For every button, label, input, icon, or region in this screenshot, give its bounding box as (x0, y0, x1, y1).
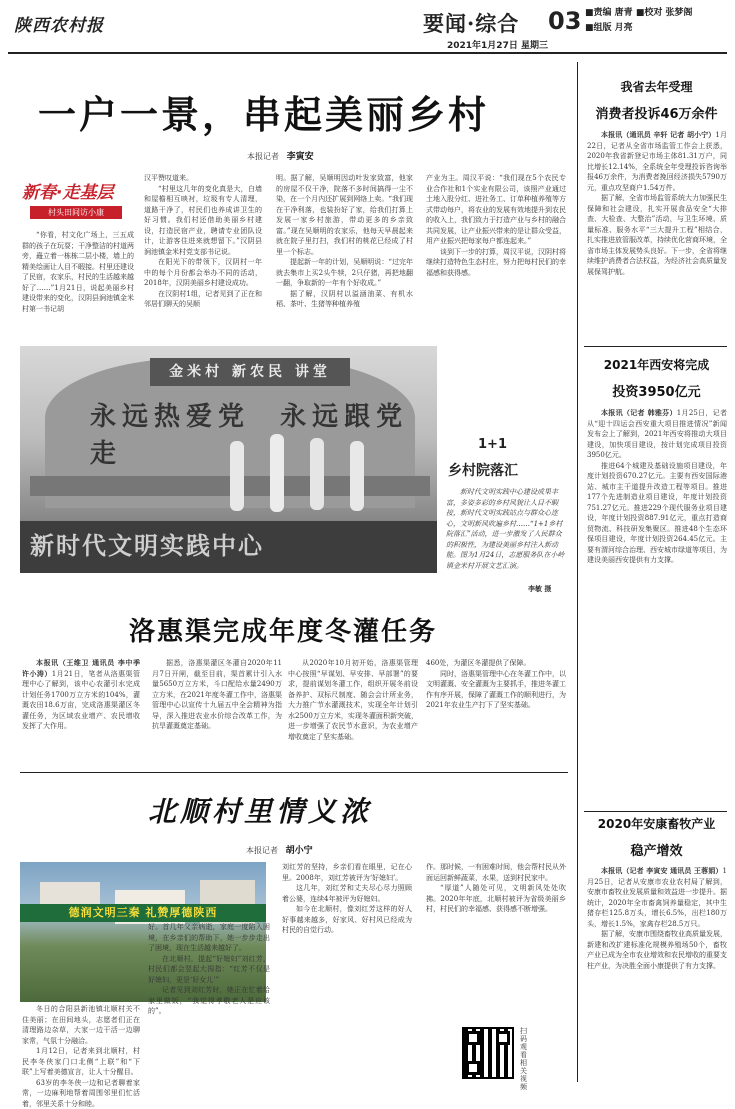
performer-3 (310, 438, 324, 510)
column-divider (577, 62, 578, 1082)
section-title: 要闻·综合 (423, 11, 520, 36)
performer-2 (270, 434, 284, 512)
qr-code[interactable] (462, 1027, 514, 1079)
newspaper-brand: 陕西农村报 (14, 16, 104, 36)
story2-col3: 从2020年10月初开始，洛惠渠管理中心按照“早谋划、早安排、早部署”的要求，提前谋划冬灌工作，组织开展冬前设备养护、双标尺制度、随会会计所业务，大力推广节水灌溉技术，实现全年计划引水2500万立方米，实现冬灌面积新突破，进一步增强了农民节水意识，为农业增产增收奠定了坚实基础。 (288, 659, 418, 741)
byline-1: 本报记者 李寅安 (247, 152, 314, 162)
headline-2: 洛惠渠完成年度冬灌任务 (129, 617, 438, 647)
story3-col2: 好。首几年父亲病逝，家庭一度陷入困境，在乡亲们的帮助下，她一步步走出了困境，现在生活越来越好了。 在北顺村，提起“好媳妇”刘红芳，村民们都会竖起大拇指：“红芳不仅是好媳妇，更是‘好女儿’” 记者见到刘红芳时，她正在忙着给家里做饭，“我觉得孝敬老人是应该的”。 (148, 923, 270, 1015)
right3-title-2: 稳产增效 (630, 844, 683, 859)
banner-subtitle: 村头田间访小康 (30, 206, 122, 219)
story3-col3: 刘红芳的坚持，乡亲们看在眼里，记在心里。2008年，刘红芳被评为‘好媳妇’。 这几年，刘红芳和丈夫尽心尽力照顾着公婆，连续4年被评为好媳妇。 如今在北顺村，像刘红芳这样的好人好事越来越多，好家风、好村风已经成为村民的自觉行动。 (282, 863, 412, 934)
story1-col2: 汉平赞叹道来。 “村里这几年的变化真是大，白墙和屋檐相互映衬，垃圾有专人清理，道路干净了，村民们也养成讲卫生的好习惯。我们村还借助美丽乡村建设，打造民宿产业，聘请专业团队设计，让游客住进来就想留下。”汉阴县涧池镇金米村党支部书记说。 在阳光下的带领下，汉阴村一年中的每个月份都会举办不同的活动，2018年，汉阴美丽乡村建设成功。 在汉阴村1组，记者见到了正在和邻居们聊天的吴顺 (144, 174, 262, 308)
page-number: 03 (548, 7, 582, 35)
qr-caption: 扫码观看相关视频 (520, 1027, 527, 1091)
performance-photo (20, 346, 437, 573)
headline-1: 一户一景，串起美丽乡村 (38, 93, 490, 137)
story2-col4: 460处，为灌区冬灌提供了保障。 同时，洛惠渠管理中心在冬灌工作中，以文明灌溉、安全灌溉为主要抓手，推进冬灌工作有序开展，保障了灌溉工作的顺利进行，为2021年农业生产打下了坚实基础。 (426, 659, 566, 709)
story1-col1: “你看，村文化广场上，三五成群的孩子在玩耍；干净整洁的村道两旁，矗立着一栋栋二层小楼，墙上的精美绘画让人目不暇接。村里还建设了民宿，农家乐，村民的生活越来越好了……”1月21日，说起美丽乡村建设带来的变化，汉阴县涧池镇金米村第一书记胡 (22, 231, 134, 313)
masthead-rule (8, 52, 727, 54)
qr-finder-2 (496, 1031, 510, 1045)
byline-3: 本报记者 胡小宁 (246, 846, 313, 856)
story1-col3: 明。据了解，吴顺明因动叶发家致富，他家的房屋不仅干净，院落不多时间搞得一尘不染，在一个月内还扩展到网络上卖。“我们现在干净利落，也装扮好了家，给我们打算上发展一家乡村旅游，带动更多的乡亲致富。”现在吴顺明的农家乐，他每天早晨起来就在院子里打扫，我们村的桃花已经成了村里一个标志。 提起新一年的计划，吴顺明说：“过完年就去集市上买2头牛犊，2只仔猪，再把地翻一翻，争取新的一年有个好收成。” 据了解，汉阴村以溢涵油菜、有机水稻、茶叶、生猪等种植养殖 (276, 174, 413, 308)
story-divider (20, 772, 568, 773)
editor-line-1: ■责编 唐青 ■校对 张梦阁 (585, 8, 693, 18)
issue-date: 2021年1月27日 星期三 (447, 41, 548, 51)
stage-banner: 金米村 新农民 讲堂 (150, 358, 350, 386)
performer-1 (230, 441, 244, 511)
right1-title-2: 消费者投诉46万余件 (595, 107, 718, 122)
right2-text: 本报讯（记者 韩雅芬）1月25日，记者从“迎十四运会西安重大项目推进情况”新闻发布会上了解到，2021年西安将推动大项目建设，加快项目建设，按计划完成项目投资3950亿元。 推进64个城建及基础设施项目建设，年度计划投资670.27亿元。主要有西安国际港站、城市主干道提升改造工程等项目。推进177个先进制造业项目建设，年度计划投资751.27亿元。推进229个现代服务业项目建设，年度计划投资887.91亿元，重点打造商贸物流、科技研发集聚区。推进48个生态环保项目建设，年度计划投资264.45亿元。主要有渭河综合治理、西安城市绿道等项目，为建设美丽西安提供有力支撑。 (587, 408, 727, 564)
qr-finder-1 (466, 1031, 480, 1045)
sidebar1-credit: 李敏 摄 (528, 584, 552, 593)
story3-col1: 冬日的合阳县新池镇北顺村关不住美丽；在田间地头，志愿者们正在清理路边杂草，大家一边干活一边聊家常，气氛十分融洽。 1月12日，记者来到北顺村，村民李冬侠家门口北侧“上联”和“下联”上写着美德宣言，让人十分醒目。 63岁的李冬侠一边和记者聊着家常，一边麻利地帮着周围邻里们忙活着，邻里关系十分和睦。 (22, 1005, 140, 1108)
right3-text: 本报讯（记者 李寅安 通讯员 王蓉娟）1月25日，记者从安康市农业农村局了解到，安康市畜牧业发展质量和效益进一步提升。据统计，2020年全市畜禽饲养量稳定，其中生猪存栏125.8万头，增长6.5%，出栏180万头，增长1.5%，家禽存栏28.5万只。 据了解，安康市围绕畜牧业高质量发展，新建和改扩建标准化规模养殖场50个，畜牧产业已成为全市农业增效和农民增收的重要支柱产业，为决胜全面小康提供了有力支撑。 (587, 866, 727, 970)
photo-banner: 德润文明三秦 礼赞厚德陕西 (20, 904, 266, 922)
right3-title-1: 2020年安康畜牧产业 (597, 817, 716, 831)
qr-finder-3 (466, 1061, 480, 1075)
editor-line-2: ■组版 月亮 (585, 23, 633, 33)
right-divider-1 (584, 346, 727, 347)
sidebar1-title-1: 1+1 (478, 437, 507, 452)
editor-credits (585, 5, 725, 33)
story1-col4: 产业为主。周汉平说：“我们现在5个农民专业合作社和1个实业有限公司，该照产业通过土地入股分红、进社务工、订单种植养殖等方式带动每户，将农业的发展有效地提升到农民的收入上，我们致力于打造产业与乡村的融合共同发展，让产业振兴带来的是让群众受益，用产业振兴把每家每户都连起来。” 谈到下一步的打算，周汉平说，汉阴村将继续打造特色生态村庄，努力把每村民们的幸福感和获得感。 (426, 174, 566, 277)
sidebar1-title-2: 乡村院落汇 (448, 463, 518, 479)
new-spring-banner (22, 178, 130, 222)
banner-title: 新春·走基层 (22, 183, 114, 203)
right2-title-1: 2021年西安将完成 (603, 358, 710, 372)
sidebar1-text: 新时代文明实践中心建设成果丰富，多姿多彩的乡村风貌让人目不暇接，新时代文明实践站点与群众心连心，文明新风吹遍乡村……“1+1乡村院落汇”活动，进一步激发了人民群众的积极性，为建设美丽乡村注入新动能。图为1月24日，志愿服务队在小岭镇金米村开展文艺汇演。 (446, 488, 565, 570)
story3-col4: 作。那时候，一有困难时间，他会帮村民从外面运回新鲜蔬菜，水果，送到村民家中。 “厚道”人随处可见，文明新风处处吹拂。2020年年底，北顺村被评为省级美丽乡村，村民们的幸福感、获得感不断增强。 (426, 863, 566, 913)
performer-4 (350, 441, 364, 511)
right2-title-2: 投资3950亿元 (612, 385, 701, 400)
story2-col2: 据悉，洛惠渠灌区冬灌自2020年11月7日开闸，截至目前，渠首累计引入水量5650万立方米，斗口配给水量2490万立方米，在2021年度冬灌工作中，洛惠渠管理中心以宣传十九届五中全会精神为指导，深入推进农业水价综合改革工作，为抗旱灌溉奠定基础。 (152, 659, 282, 730)
right-divider-2 (584, 811, 727, 812)
headline-3: 北顺村里情义浓 (148, 795, 373, 828)
backdrop-text: 新时代文明实践中心 (30, 532, 264, 560)
right1-text: 本报讯（通讯员 辛轩 记者 胡小宁）1月22日，记者从全省市场监管工作会上获悉，2020年我省新登记市场主体81.31万户，同比增长12.14%，全系统全年受理投诉咨询举报46万余件，为消费者挽回经济损失5790万元，重点攻坚商户1.54万件。 据了解，全省市场监管系统大力加强民生保障和社会建设，扎实开展食品安全“大排查、大检查、大整治”活动，与卫生环境、质量标准、服务水平“三大提升工程”相结合，扎实推进放管服改革，持续优化营商环境，全省市场主体发展势头良好。下一步，全省将继续维护消费者合法权益，为经济社会高质量发展保驾护航。 (587, 130, 727, 276)
stage-slogan: 永远热爱党 永远跟党走 (90, 402, 409, 469)
right1-title-1: 我省去年受理 (620, 80, 693, 94)
story2-col1: 本报讯（王维卫 通讯员 李中季 许小涛）1月21日，笔者从洛惠渠管理中心了解到，该中心农灌引水完成计划任务1700万立方米的104%，灌溉农田18.6万亩，完成洛惠渠灌区冬灌任务，为区域农业增产、农民增收发挥了大作用。 (22, 658, 141, 730)
